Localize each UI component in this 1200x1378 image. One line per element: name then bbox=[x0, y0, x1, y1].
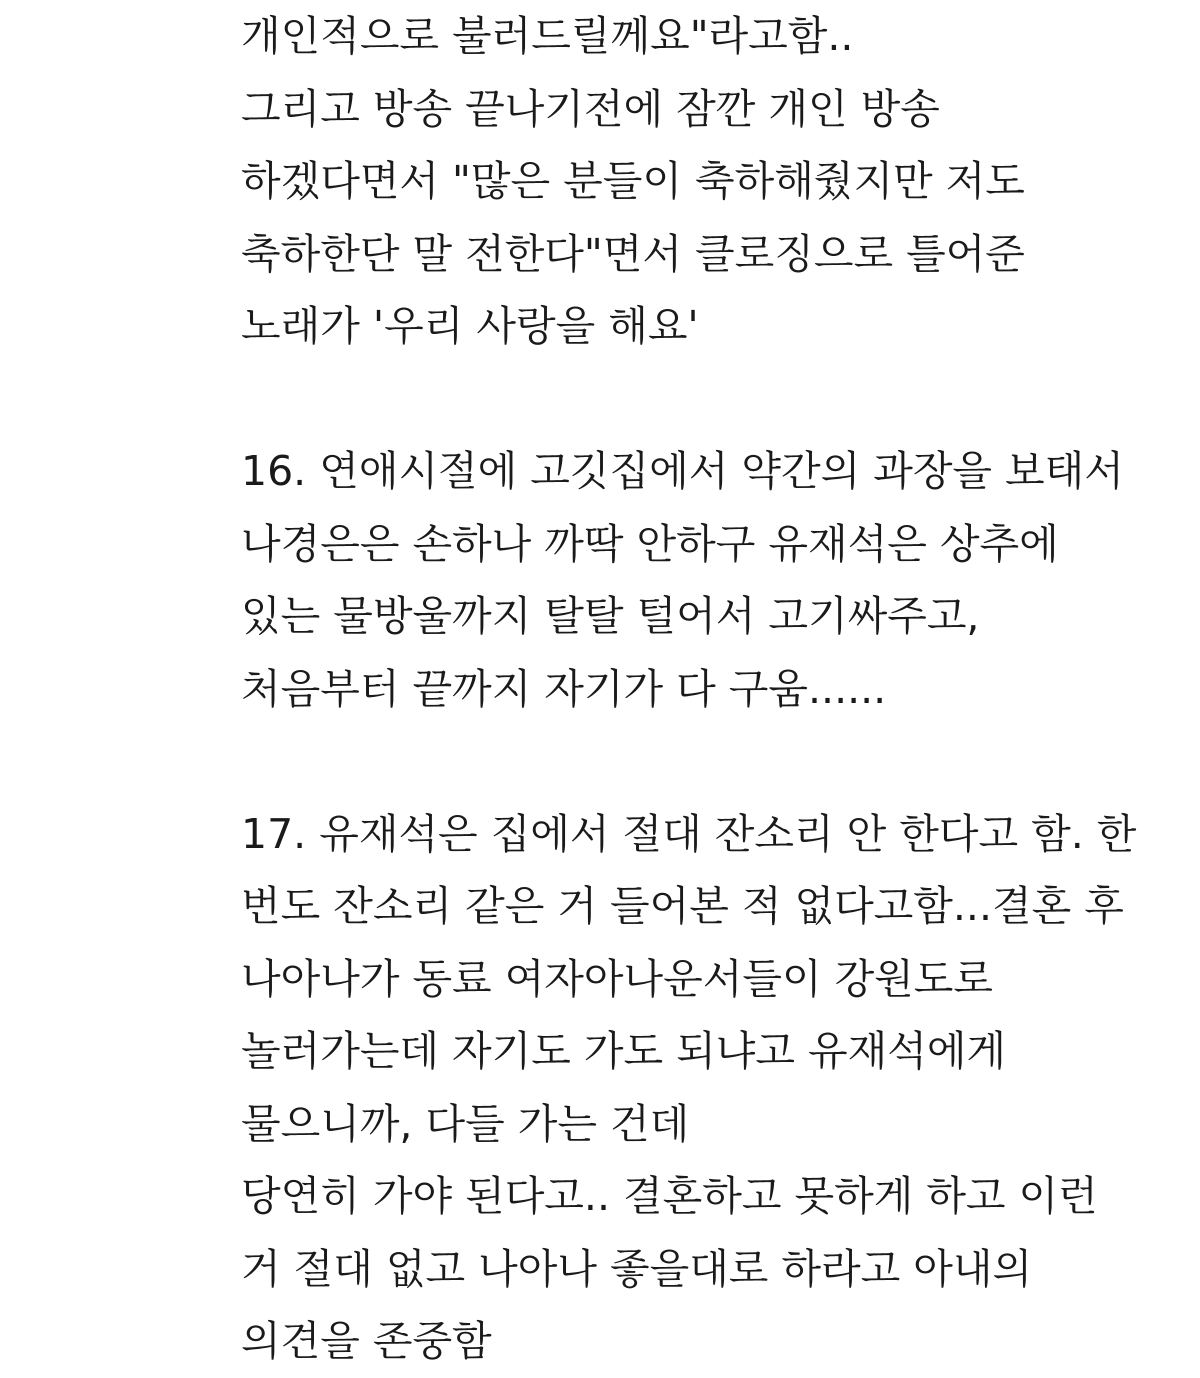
paragraph-spacer bbox=[241, 725, 1181, 798]
article-body bbox=[241, 0, 1181, 1378]
text-line: 나아나가 동료 여자아나운서들이 강원도로 bbox=[241, 954, 994, 1003]
text-line: 당연히 가야 된다고.. 결혼하고 못하게 하고 이런 bbox=[241, 1172, 1098, 1220]
text-line: 하겠다면서 "많은 분들이 축하해줬지만 저도 bbox=[241, 157, 1025, 205]
text-line: 번도 잔소리 같은 거 들어본 적 없다고함...결혼 후 bbox=[241, 882, 1124, 930]
text-line: 거 절대 없고 나아나 좋을대로 하라고 아내의 bbox=[241, 1244, 1033, 1293]
text-line: 노래가 '우리 사랑을 해요' bbox=[241, 302, 699, 350]
paragraph-spacer bbox=[241, 363, 1181, 436]
paragraph-16 bbox=[241, 435, 1181, 725]
text-line: 나경은은 손하나 까딱 안하구 유재석은 상추에 bbox=[241, 519, 1059, 568]
paragraph-intro bbox=[241, 0, 1181, 363]
text-line: 16. 연애시절에 고깃집에서 약간의 과장을 보태서 bbox=[241, 447, 1124, 495]
text-line: 개인적으로 불러드릴께요"라고함.. bbox=[241, 12, 854, 60]
text-line: 그리고 방송 끝나기전에 잠깐 개인 방송 bbox=[241, 84, 940, 133]
text-line: 놀러가는데 자기도 가도 되냐고 유재석에게 bbox=[241, 1027, 1007, 1075]
paragraph-17 bbox=[241, 798, 1181, 1378]
text-line: 의견을 존중함 bbox=[241, 1317, 492, 1365]
text-line: 처음부터 끝까지 자기가 다 구움...... bbox=[241, 664, 887, 713]
text-line: 물으니까, 다들 가는 건데 bbox=[241, 1099, 690, 1148]
text-line: 축하한단 말 전한다"면서 클로징으로 틀어준 bbox=[241, 229, 1025, 278]
text-line: 17. 유재석은 집에서 절대 잔소리 안 한다고 함. 한 bbox=[241, 809, 1137, 858]
text-line: 있는 물방울까지 탈탈 털어서 고기싸주고, bbox=[241, 592, 980, 640]
